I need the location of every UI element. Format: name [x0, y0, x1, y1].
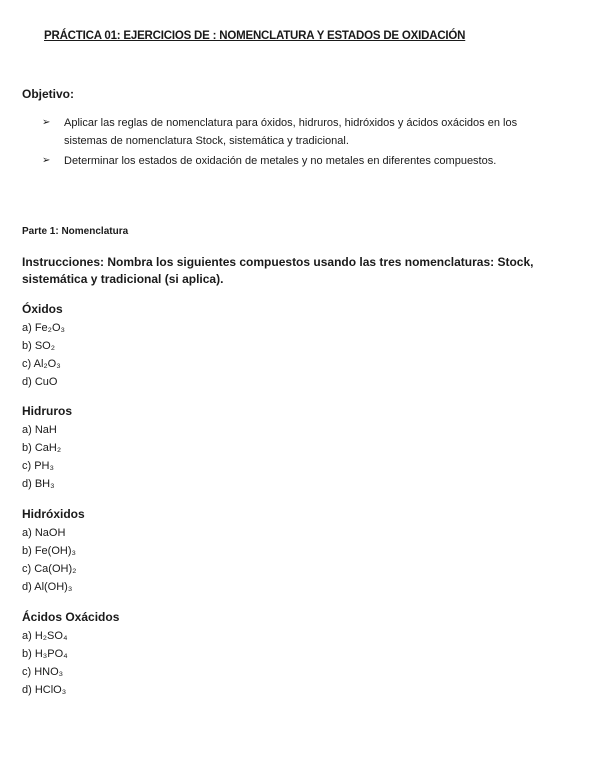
section-title-parte-1: Parte 1: Nomenclatura [22, 226, 129, 237]
list-item: d) HClO₃ [22, 684, 67, 696]
objetivo-list [42, 114, 542, 172]
list-item: a) NaOH [22, 527, 66, 539]
list-item: c) HNO₃ [22, 666, 64, 678]
section-heading: Ácidos Oxácidos [22, 610, 120, 624]
section-hidruros [22, 402, 222, 493]
list-item: b) H₃PO₄ [22, 648, 68, 660]
section-heading: Óxidos [22, 302, 63, 316]
section-hidroxidos [22, 505, 222, 596]
arrow-bullet-icon: ➢ [42, 117, 51, 128]
list-item: c) PH₃ [22, 460, 54, 472]
list-item: a) Fe₂O₃ [22, 322, 65, 334]
list-item: a) NaH [22, 424, 57, 436]
objetivo-bullet [42, 114, 542, 150]
list-item: c) Al₂O₃ [22, 358, 61, 370]
section-acidos-oxacidos [22, 608, 222, 699]
list-item: d) Al(OH)₃ [22, 581, 73, 593]
list-item: b) Fe(OH)₃ [22, 545, 76, 557]
objetivo-label: Objetivo: [22, 87, 75, 101]
arrow-bullet-icon: ➢ [42, 155, 51, 166]
list-item: d) BH₃ [22, 478, 55, 490]
section-heading: Hidróxidos [22, 507, 85, 521]
list-item: b) CaH₂ [22, 442, 62, 454]
instructions: Instrucciones: Nombra los siguientes compuestos usando las tres nomenclaturas: Stock, sistemática y tradicional (si aplica). [22, 255, 534, 286]
section-oxidos [22, 300, 222, 391]
list-item: b) SO₂ [22, 340, 55, 352]
list-item: a) H₂SO₄ [22, 630, 68, 642]
page-title: PRÁCTICA 01: EJERCICIOS DE : NOMENCLATURA Y ESTADOS DE OXIDACIÓN [44, 30, 466, 42]
objetivo-bullet [42, 152, 542, 170]
objetivo-bullet-text: Determinar los estados de oxidación de metales y no metales en diferentes compuestos. [64, 155, 497, 167]
list-item: c) Ca(OH)₂ [22, 563, 77, 575]
section-heading: Hidruros [22, 404, 73, 418]
objetivo-bullet-text: Aplicar las reglas de nomenclatura para óxidos, hidruros, hidróxidos y ácidos oxácidos en los sistemas de nomenclatura Stock, sistemática y tradicional. [64, 117, 518, 147]
list-item: d) CuO [22, 376, 58, 388]
